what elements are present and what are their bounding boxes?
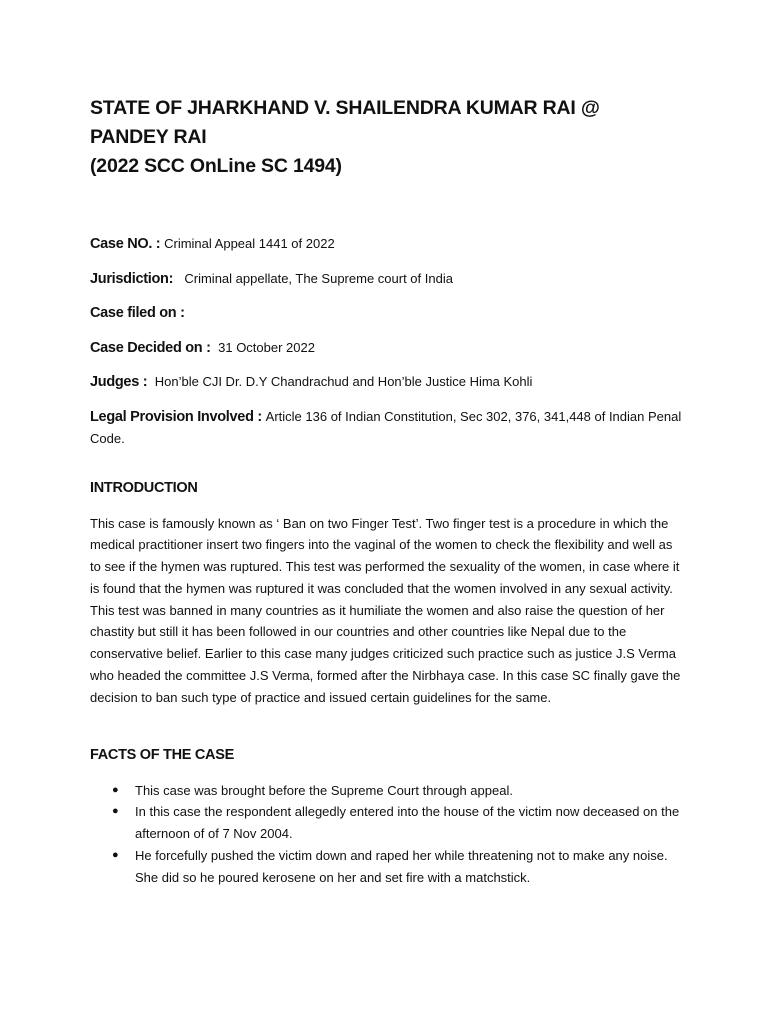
bullet-icon: ● [112,805,119,818]
bullet-icon: ● [112,849,119,862]
jurisdiction-value: Criminal appellate, The Supreme court of India [184,270,453,286]
fact-text: This case was brought before the Supreme Court through appeal. [135,782,513,798]
document-page [90,94,682,889]
jurisdiction-row [90,268,682,290]
legal-provision-value: Article 136 of Indian Constitution, Sec 302, 376, 341,448 of Indian Penal Code. [90,408,682,446]
facts-heading: FACTS OF THE CASE [90,746,234,763]
case-number-label: Case NO. : [90,236,161,252]
judges-label: Judges : [90,374,148,390]
judges-row [90,371,682,393]
fact-text: In this case the respondent allegedly entered into the house of the victim now deceased on the afternoon of of 7 Nov 2004. [135,804,680,842]
introduction-heading: INTRODUCTION [90,479,198,496]
case-number-row [90,233,682,255]
legal-provision-label: Legal Provision Involved : [90,408,262,425]
facts-list [90,780,682,889]
list-item [90,780,682,802]
case-decided-value: 31 October 2022 [218,339,315,355]
bullet-icon: ● [112,783,119,796]
judges-value: Hon’ble CJI Dr. D.Y Chandrachud and Hon’ble Justice Hima Kohli [154,374,533,389]
list-item [90,801,682,845]
case-title-line1: STATE OF JHARKHAND V. SHAILENDRA KUMAR RAI @ PANDEY RAI [90,97,600,148]
case-title [90,94,682,181]
case-title-line2: (2022 SCC OnLine SC 1494) [90,155,342,177]
legal-provision-row [90,406,682,450]
case-filed-row [90,302,682,324]
case-number-value: Criminal Appeal 1441 of 2022 [164,236,335,251]
list-item [90,845,682,889]
case-filed-label: Case filed on : [90,305,185,321]
case-decided-label: Case Decided on : [90,339,211,356]
introduction-paragraph: This case is famously known as ‘ Ban on two Finger Test’. Two finger test is a procedure in which the medical practitioner insert two fingers into the vaginal of the women to check the flexibility and well as to see if the hymen was ruptured. This test was performed the sexuality of the women, in case where it is found that the hymen was ruptured it was concluded that the women involved in any sexual activity. This test was banned in many countries as it humiliate the women and also raise the question of her chastity but still it has been followed in our countries and other countries like Nepal due to the conservative belief. Earlier to this case many judges criticized such practice such as justice J.S Verma who headed the committee J.S Verma, formed after the Nirbhaya case. In this case SC finally gave the decision to ban such type of practice and issued certain guidelines for the same. [90,515,681,705]
case-decided-row [90,337,682,359]
case-details [90,233,682,450]
fact-text: He forcefully pushed the victim down and raped her while threatening not to make any noise. She did so he poured kerosene on her and set fire with a matchstick. [135,848,668,885]
jurisdiction-label: Jurisdiction: [90,270,174,287]
